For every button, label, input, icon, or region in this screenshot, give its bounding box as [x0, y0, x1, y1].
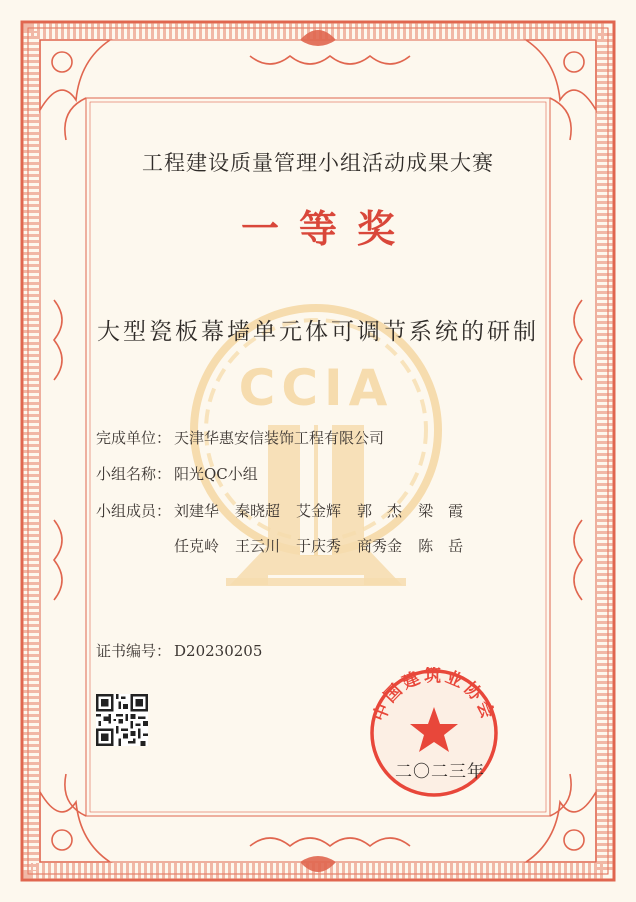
member-name: 艾金辉 [296, 502, 342, 520]
seal-date: 二〇二三年 [395, 762, 485, 782]
member-name: 秦晓超 [235, 502, 281, 520]
member-name: 刘建华 [174, 502, 220, 520]
member-name: 梁 霞 [418, 502, 464, 520]
members-row-1 [96, 500, 479, 521]
award-name: 一等奖 [240, 206, 415, 251]
group-name-value: 阳光QC小组 [174, 465, 258, 483]
qr-code-icon [96, 694, 148, 746]
project-title: 大型瓷板幕墙单元体可调节系统的研制 [97, 319, 539, 345]
member-name: 于庆秀 [296, 537, 342, 555]
group-name-label: 小组名称： [96, 465, 172, 483]
watermark-text: CCIA [238, 359, 394, 417]
unit-value: 天津华惠安信装饰工程有限公司 [174, 429, 385, 447]
member-name: 商秀金 [357, 537, 403, 555]
members-label: 小组成员： [96, 502, 172, 520]
member-name: 郭 杰 [357, 502, 403, 520]
contest-title: 工程建设质量管理小组活动成果大赛 [142, 151, 494, 175]
seal-text: 中国建筑业协会 [369, 667, 499, 725]
unit-row [96, 427, 384, 448]
cert-no-label: 证书编号： [96, 642, 172, 660]
cert-no-value: D20230205 [174, 642, 263, 660]
unit-label: 完成单位： [96, 429, 172, 447]
cert-no-row [96, 640, 262, 661]
member-name: 任克岭 [174, 537, 220, 555]
member-name: 王云川 [235, 537, 281, 555]
members-row-2 [174, 535, 479, 556]
group-name-row [96, 463, 258, 484]
member-name: 陈 岳 [418, 537, 464, 555]
